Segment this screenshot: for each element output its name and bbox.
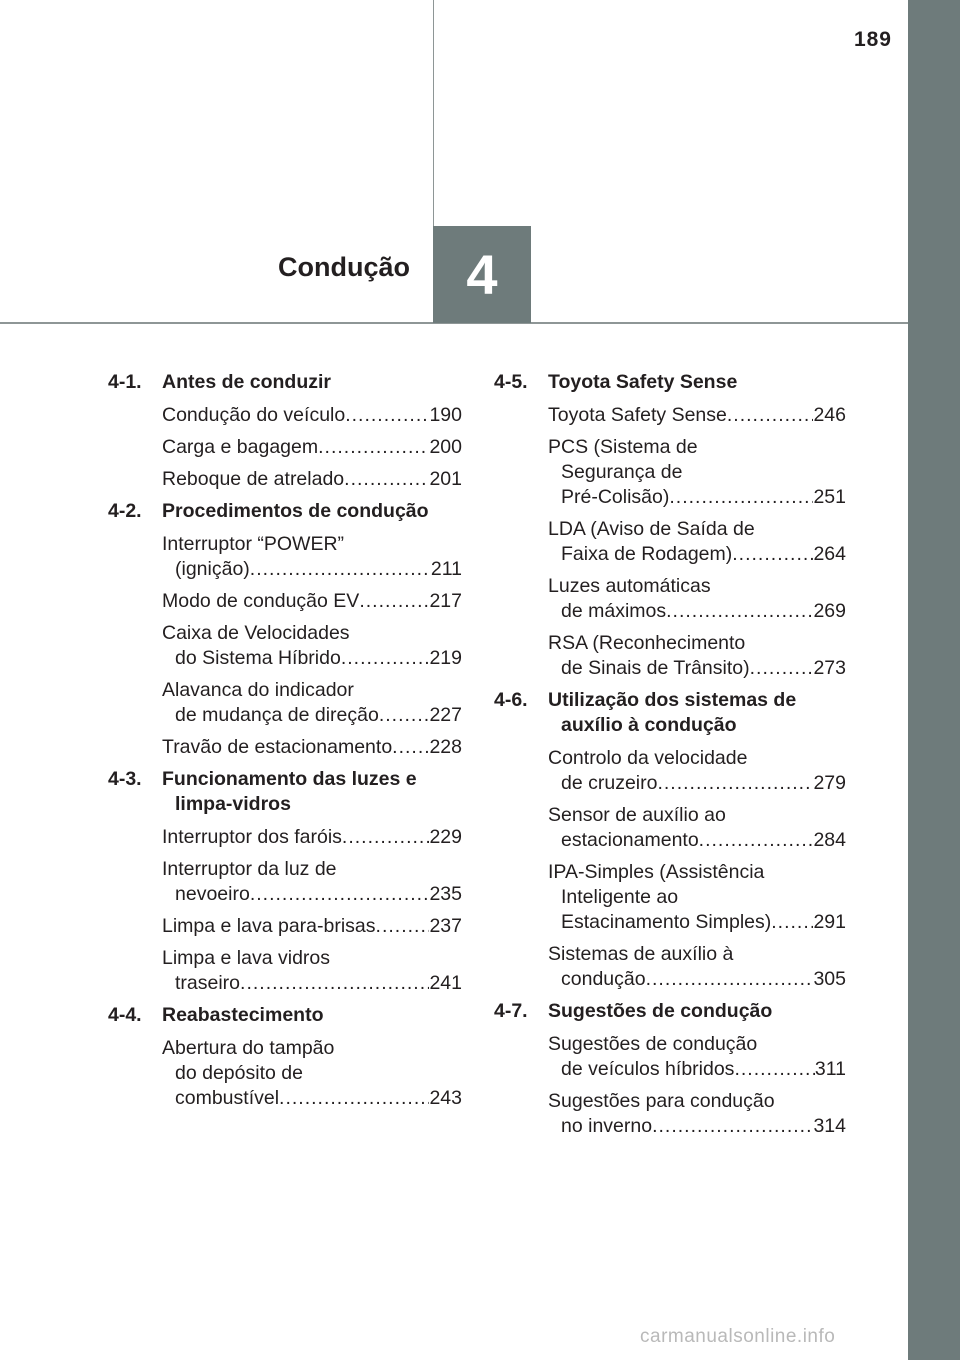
entry-page-number: 229: [429, 826, 462, 848]
dot-leader: [392, 735, 429, 760]
chapter-number-box: [433, 226, 531, 323]
entry-page-number: 237: [429, 915, 462, 937]
entry-text: Sugestões de condução: [548, 1033, 758, 1055]
entry-text: nevoeiro: [175, 883, 250, 905]
vertical-rule: [433, 0, 434, 226]
entry-text: de máximos: [561, 600, 667, 622]
dot-leader: [359, 589, 429, 614]
entry-text: Inteligente ao: [561, 886, 679, 908]
toc-entry[interactable]: [108, 825, 462, 850]
dot-leader: [669, 485, 813, 510]
entry-text: Modo de condução EV: [162, 590, 360, 612]
dot-leader: [250, 882, 430, 907]
section-number: 4-4.: [108, 1004, 142, 1026]
entry-text: condução: [561, 968, 646, 990]
entry-text: Limpa e lava vidros: [162, 947, 330, 969]
entry-page-number: 311: [814, 1058, 846, 1080]
entry-text: Reboque de atrelado: [162, 468, 345, 490]
toc-entry[interactable]: [494, 1089, 846, 1139]
chapter-side-tab: [908, 0, 960, 1360]
toc-entry[interactable]: [108, 467, 462, 492]
entry-page-number: 264: [813, 543, 846, 565]
toc-section-heading[interactable]: [108, 1003, 462, 1028]
entry-text: de veículos híbridos: [561, 1058, 735, 1080]
entry-text: PCS (Sistema de: [548, 436, 698, 458]
chapter-title: Condução: [278, 252, 410, 282]
entry-text: Abertura do tampão: [162, 1037, 335, 1059]
section-title: Antes de conduzir: [162, 371, 332, 393]
section-number: 4-1.: [108, 371, 142, 393]
dot-leader: [771, 910, 813, 935]
toc-entry[interactable]: [494, 746, 846, 796]
entry-page-number: 273: [813, 657, 846, 679]
dot-leader: [727, 403, 814, 428]
entry-page-number: 251: [813, 486, 846, 508]
entry-text: LDA (Aviso de Saída de: [548, 518, 755, 540]
section-number: 4-3.: [108, 768, 142, 790]
toc-entry[interactable]: [108, 857, 462, 907]
dot-leader: [750, 656, 814, 681]
section-title: Procedimentos de condução: [162, 500, 429, 522]
entry-text: Alavanca do indicador: [162, 679, 354, 701]
entry-text: Travão de estacionamento: [162, 736, 393, 758]
entry-page-number: 269: [813, 600, 846, 622]
entry-page-number: 291: [813, 911, 846, 933]
entry-page-number: 201: [429, 468, 462, 490]
entry-text: Luzes automáticas: [548, 575, 711, 597]
section-title: Funcionamento das luzes e limpa-vidros: [162, 768, 417, 815]
entry-page-number: 279: [813, 772, 846, 794]
entry-text: Limpa e lava para-brisas: [162, 915, 376, 937]
section-title: Reabastecimento: [162, 1004, 324, 1026]
toc-section-heading[interactable]: [108, 370, 462, 395]
entry-text: estacionamento: [561, 829, 699, 851]
entry-text: Estacinamento Simples): [561, 911, 772, 933]
entry-text: Faixa de Rodagem): [561, 543, 733, 565]
toc-entry[interactable]: [108, 1036, 462, 1111]
toc-entry[interactable]: [108, 946, 462, 996]
entry-page-number: 235: [429, 883, 462, 905]
entry-text: do depósito de: [175, 1062, 303, 1084]
toc-entry[interactable]: [494, 860, 846, 935]
dot-leader: [666, 599, 813, 624]
entry-text: traseiro: [175, 972, 241, 994]
dot-leader: [732, 542, 813, 567]
dot-leader: [341, 646, 430, 671]
entry-text: Condução do veículo: [162, 404, 346, 426]
dot-leader: [734, 1057, 814, 1082]
dot-leader: [657, 771, 813, 796]
toc-section-heading[interactable]: [108, 767, 462, 817]
toc-entry[interactable]: [108, 532, 462, 582]
section-title: Toyota Safety Sense: [548, 371, 738, 393]
watermark: carmanualsonline.info: [640, 1326, 836, 1347]
dot-leader: [379, 703, 430, 728]
toc-entry[interactable]: [108, 678, 462, 728]
entry-text: (ignição): [175, 558, 250, 580]
section-title: Sugestões de condução: [548, 1000, 773, 1022]
toc-entry[interactable]: [494, 1032, 846, 1082]
entry-text: Sistemas de auxílio à: [548, 943, 734, 965]
entry-text: de cruzeiro: [561, 772, 658, 794]
entry-page-number: 228: [429, 736, 462, 758]
toc-entry[interactable]: [494, 574, 846, 624]
toc-entry[interactable]: [494, 517, 846, 567]
toc-section-heading[interactable]: [494, 370, 846, 395]
toc-entry[interactable]: [494, 631, 846, 681]
section-number: 4-7.: [494, 1000, 528, 1022]
dot-leader: [344, 467, 429, 492]
toc-section-heading[interactable]: [108, 499, 462, 524]
section-title: Utilização dos sistemas de auxílio à condução: [548, 689, 797, 736]
toc-entry[interactable]: [108, 403, 462, 428]
toc-column-right: [494, 370, 846, 1146]
entry-page-number: 217: [429, 590, 462, 612]
toc-entry[interactable]: [108, 435, 462, 460]
entry-text: Interruptor dos faróis: [162, 826, 342, 848]
page-number: 189: [853, 28, 892, 51]
toc-entry[interactable]: [494, 435, 846, 510]
section-number: 4-2.: [108, 500, 142, 522]
entry-page-number: 200: [429, 436, 462, 458]
dot-leader: [376, 914, 430, 939]
entry-text: Controlo da velocidade: [548, 747, 748, 769]
toc-entry[interactable]: [108, 621, 462, 671]
entry-text: Carga e bagagem: [162, 436, 319, 458]
toc-entry[interactable]: [494, 803, 846, 853]
dot-leader: [652, 1114, 813, 1139]
toc-entry[interactable]: [108, 589, 462, 614]
entry-page-number: 227: [429, 704, 462, 726]
entry-page-number: 219: [429, 647, 462, 669]
dot-leader: [250, 557, 431, 582]
dot-leader: [342, 825, 430, 850]
toc-section-heading[interactable]: [494, 999, 846, 1024]
entry-page-number: 284: [813, 829, 846, 851]
entry-text: no inverno: [561, 1115, 653, 1137]
entry-page-number: 241: [429, 972, 462, 994]
entry-text: Pré-Colisão): [561, 486, 670, 508]
entry-text: combustível: [175, 1087, 280, 1109]
entry-text: Caixa de Velocidades: [162, 622, 350, 644]
entry-page-number: 211: [430, 558, 462, 580]
entry-text: Toyota Safety Sense: [548, 404, 727, 426]
entry-page-number: 246: [813, 404, 846, 426]
toc-entry[interactable]: [108, 914, 462, 939]
toc-entry[interactable]: [494, 403, 846, 428]
toc-column-left: [108, 370, 462, 1118]
entry-page-number: 305: [813, 968, 846, 990]
dot-leader: [646, 967, 814, 992]
entry-page-number: 243: [429, 1087, 462, 1109]
chapter-number: 4: [466, 243, 498, 306]
entry-text: de Sinais de Trânsito): [561, 657, 750, 679]
dot-leader: [345, 403, 429, 428]
toc-section-heading[interactable]: [494, 688, 846, 738]
entry-text: IPA-Simples (Assistência: [548, 861, 765, 883]
toc-entry[interactable]: [494, 942, 846, 992]
dot-leader: [279, 1086, 429, 1111]
entry-text: Segurança de: [561, 461, 683, 483]
entry-page-number: 314: [813, 1115, 846, 1137]
entry-text: Interruptor da luz de: [162, 858, 337, 880]
entry-text: RSA (Reconhecimento: [548, 632, 746, 654]
section-number: 4-5.: [494, 371, 528, 393]
entry-text: de mudança de direção: [175, 704, 379, 726]
dot-leader: [240, 971, 429, 996]
entry-text: Interruptor “POWER”: [162, 533, 345, 555]
entry-text: Sensor de auxílio ao: [548, 804, 726, 826]
dot-leader: [318, 435, 429, 460]
entry-text: Sugestões para condução: [548, 1090, 775, 1112]
toc-entry[interactable]: [108, 735, 462, 760]
section-number: 4-6.: [494, 689, 528, 711]
dot-leader: [699, 828, 814, 853]
entry-page-number: 190: [429, 404, 462, 426]
entry-text: do Sistema Híbrido: [175, 647, 341, 669]
